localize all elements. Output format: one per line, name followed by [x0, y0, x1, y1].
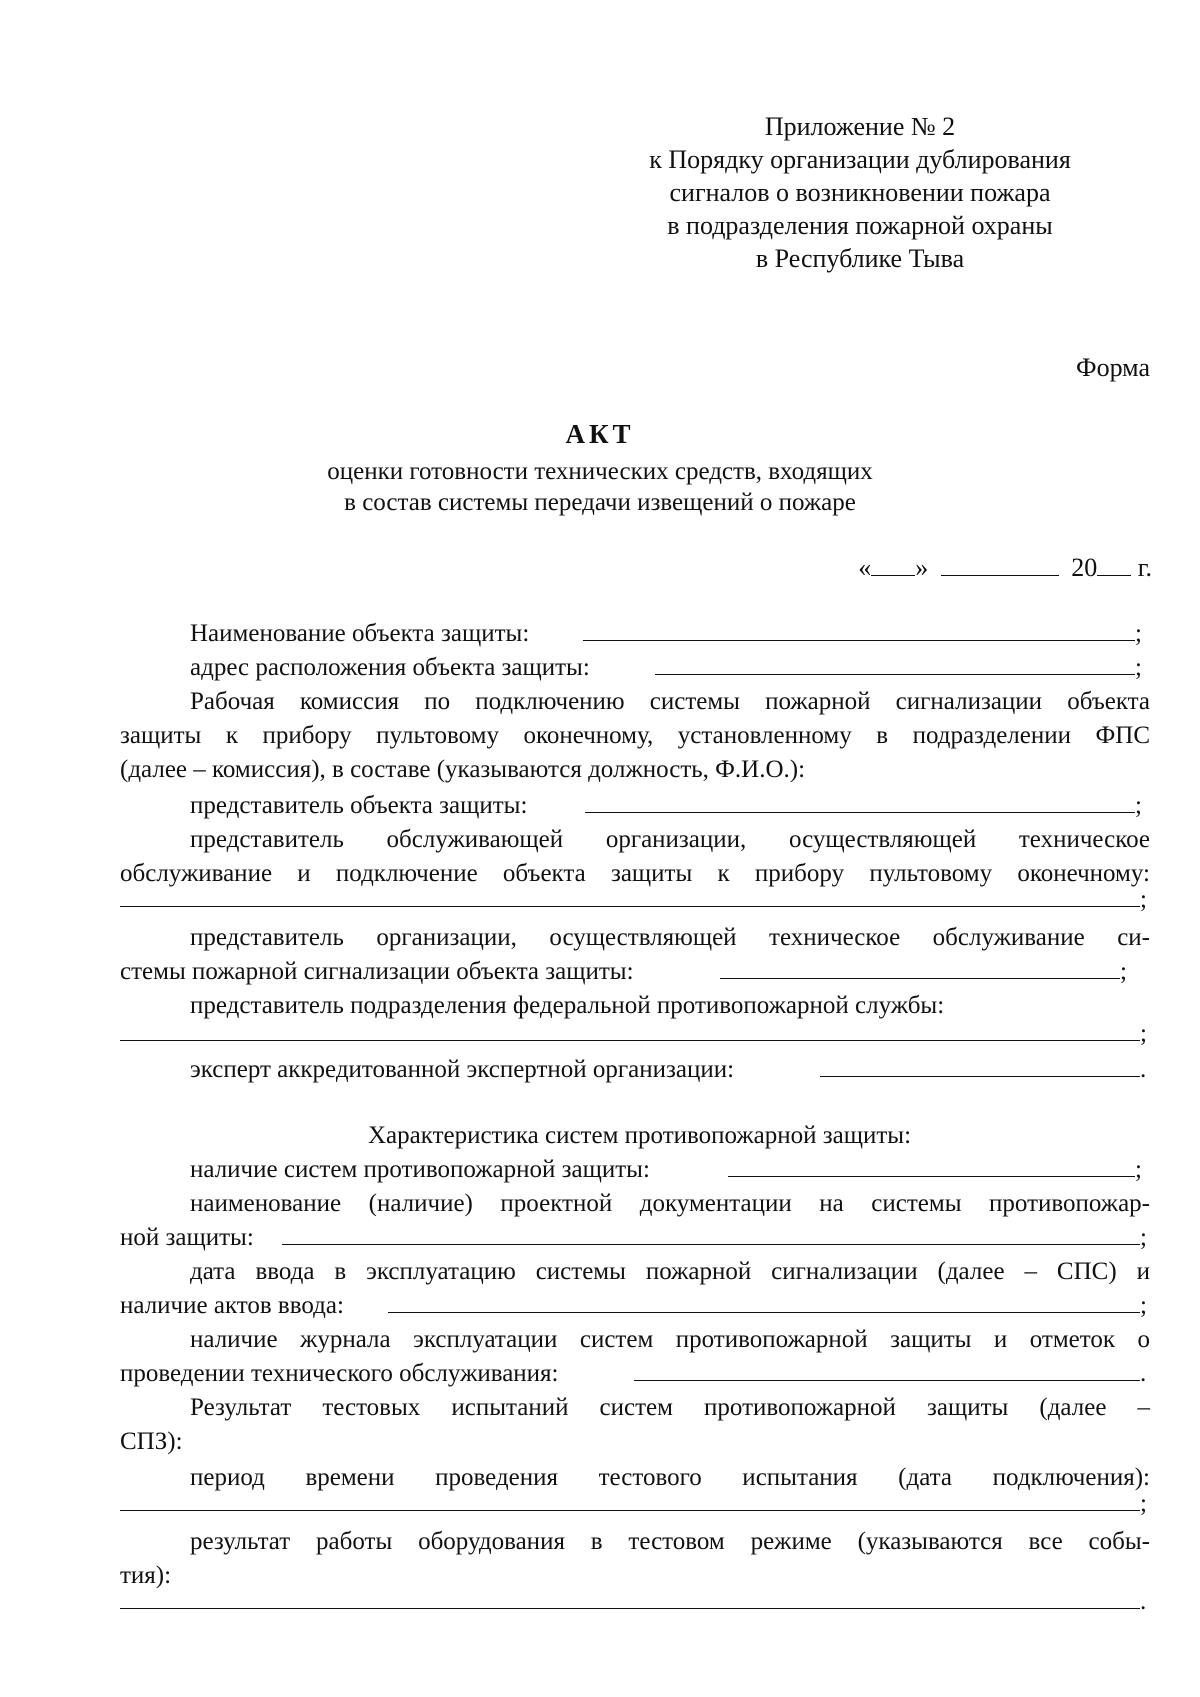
journal-blank[interactable] [634, 1380, 1140, 1381]
rep-service-blank[interactable] [120, 906, 1140, 907]
semicolon: ; [1140, 886, 1147, 913]
result-text-2: СПЗ): [120, 1428, 183, 1455]
form-label: Форма [1076, 353, 1150, 382]
semicolon: ; [1135, 792, 1142, 819]
object-name-blank[interactable] [583, 640, 1135, 641]
rep-service-text-1: представитель обслуживающей организации, осуществляющей техническое [190, 826, 1150, 853]
journal-text-2: проведении технического обслуживания: [120, 1360, 559, 1387]
rep-org-blank[interactable] [720, 978, 1120, 979]
object-name-label: Наименование объекта защиты: [190, 620, 530, 647]
act-title: АКТ [565, 419, 635, 449]
presence-blank[interactable] [728, 1176, 1135, 1177]
act-subtitle-2: в состав системы передачи извещений о пожаре [344, 489, 856, 516]
date-text-1: дата ввода в эксплуатацию системы пожарной сигнализации (далее – СПС) и [190, 1258, 1150, 1285]
result-text-1: Результат тестовых испытаний систем противопожарной защиты (далее – [190, 1394, 1150, 1421]
semicolon: ; [1140, 1020, 1147, 1047]
semicolon: ; [1140, 1224, 1147, 1251]
expert-blank[interactable] [820, 1076, 1140, 1077]
period-blank[interactable] [120, 1510, 1140, 1511]
date-open-quote: « [858, 553, 872, 582]
rep-org-text-1: представитель организации, осуществляющей техническое обслуживание си- [190, 924, 1150, 951]
commission-text-3: (далее – комиссия), в составе (указываются должность, Ф.И.О.): [120, 756, 806, 783]
date-year-blank[interactable] [1097, 549, 1131, 576]
work-text-1: результат работы оборудования в тестовом режиме (указываются все собы- [190, 1528, 1150, 1555]
rep-object-label: представитель объекта защиты: [190, 792, 528, 819]
period: . [1140, 1588, 1147, 1615]
date-line [858, 549, 1152, 585]
work-text-2: тия): [120, 1562, 172, 1589]
appendix-line-5: в Республике Тыва [755, 244, 965, 273]
appendix-line-2: к Порядку организации дублирования [649, 145, 1071, 174]
semicolon: ; [1135, 620, 1142, 647]
docs-text-2: ной защиты: [120, 1224, 254, 1251]
object-address-blank[interactable] [655, 674, 1135, 675]
appendix-number: Приложение № 2 [764, 112, 956, 141]
work-blank[interactable] [120, 1608, 1140, 1609]
period: . [1140, 1056, 1147, 1083]
docs-blank[interactable] [282, 1244, 1140, 1245]
appendix-line-3: сигналов о возникновении пожара [669, 178, 1051, 207]
rep-fps-blank[interactable] [120, 1040, 1140, 1041]
journal-text-1: наличие журнала эксплуатации систем противопожарной защиты и отметок о [190, 1326, 1150, 1353]
rep-org-text-2: стемы пожарной сигнализации объекта защиты: [120, 958, 634, 985]
date-text-2: наличие актов ввода: [120, 1292, 344, 1319]
appendix-line-4: в подразделения пожарной охраны [667, 211, 1053, 240]
commission-text-2: защиты к прибору пультовому оконечному, установленному в подразделении ФПС [120, 722, 1150, 749]
act-subtitle-1: оценки готовности технических средств, входящих [327, 457, 873, 485]
semicolon: ; [1135, 654, 1142, 681]
section-heading: Характеристика систем противопожарной защиты: [368, 1122, 912, 1149]
date-day-blank[interactable] [871, 549, 915, 576]
date-year-suffix: г. [1137, 553, 1152, 582]
appendix-header [600, 110, 1120, 275]
act-title-block [0, 418, 1200, 518]
date-year-prefix: 20 [1071, 553, 1098, 582]
period: . [1140, 1360, 1147, 1387]
date-month-blank[interactable] [941, 549, 1059, 576]
rep-object-blank[interactable] [585, 812, 1135, 813]
date-close-quote: » [915, 553, 929, 582]
semicolon: ; [1120, 958, 1127, 985]
rep-fps-label: представитель подразделения федеральной противопожарной службы: [190, 992, 945, 1019]
presence-label: наличие систем противопожарной защиты: [190, 1156, 650, 1183]
rep-service-text-2: обслуживание и подключение объекта защиты к прибору пультовому оконечному: [120, 860, 1150, 887]
commission-text-1: Рабочая комиссия по подключению системы пожарной сигнализации объекта [190, 688, 1150, 715]
date-blank[interactable] [388, 1312, 1140, 1313]
expert-label: эксперт аккредитованной экспертной организации: [190, 1056, 735, 1083]
docs-text-1: наименование (наличие) проектной документации на системы противопожар- [190, 1190, 1150, 1217]
period-label: период времени проведения тестового испытания (дата подключения): [190, 1464, 1150, 1491]
semicolon: ; [1140, 1292, 1147, 1319]
semicolon: ; [1140, 1490, 1147, 1517]
semicolon: ; [1135, 1156, 1142, 1183]
object-address-label: адрес расположения объекта защиты: [190, 654, 590, 681]
